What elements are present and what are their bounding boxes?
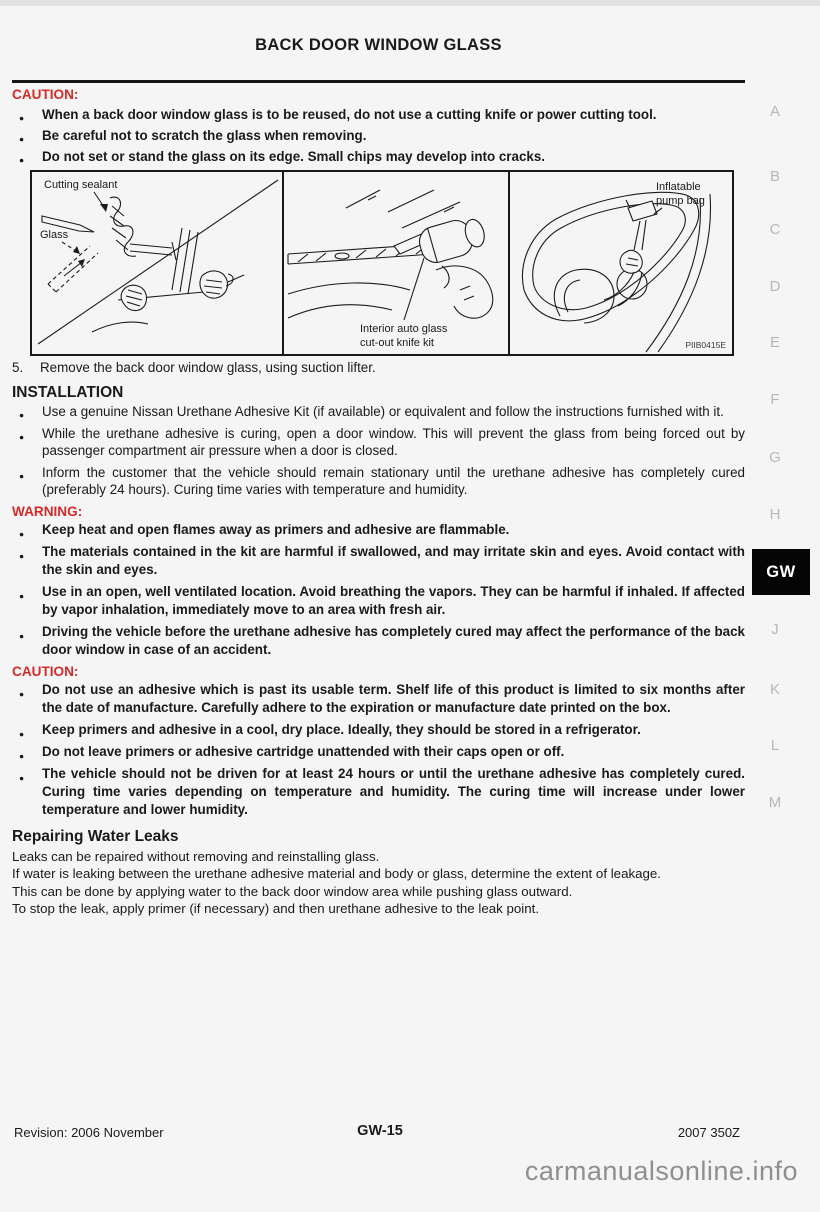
margin-letter-e: E: [769, 334, 780, 351]
figure-panel-knife-kit: [282, 172, 510, 354]
figure-glass-removal: [30, 170, 734, 356]
warning-item: ● Use in an open, well ventilated location. Avoid breathing the vapors. They can be harmful if inhaled. If affected by vapor inhalation, immediately move to an area with fresh air.: [12, 583, 745, 619]
caution1-item: ● When a back door window glass is to be reused, do not use a cutting knife or power cutting tool.: [12, 104, 745, 125]
installation-item: ● Use a genuine Nissan Urethane Adhesive Kit (if available) or equivalent and follow the instructions furnished with it.: [12, 403, 745, 421]
pump-bag-illustration: [510, 172, 732, 354]
figure-panel-pump-bag: [510, 172, 732, 354]
caution2-item: ● Keep primers and adhesive in a cool, dry place. Ideally, they should be stored in a refrigerator.: [12, 721, 745, 739]
label-glass: Glass: [40, 229, 69, 241]
installation-item: ● Inform the customer that the vehicle should remain stationary until the urethane adhesive has completely cured (preferably 24 hours). Curing time varies with temperature and humidity.: [12, 464, 745, 499]
label-pump-bag-line2: pump bag: [656, 195, 705, 207]
warning-item: ● Keep heat and open flames away as primers and adhesive are flammable.: [12, 521, 745, 539]
paragraph-line: This can be done by applying water to the back door window area while pushing glass outward.: [12, 883, 573, 899]
margin-letter-l: L: [770, 737, 780, 754]
paragraph-line: If water is leaking between the urethane adhesive material and body or glass, determine the extent of leakage.: [12, 866, 661, 882]
water-leaks-paragraph: [12, 848, 745, 918]
label-knife-kit-line1: Interior auto glass: [360, 323, 448, 335]
step-number: 5.: [12, 360, 24, 375]
footer-model: 2007 350Z: [677, 1125, 740, 1140]
knife-kit-illustration: [284, 172, 508, 354]
watermark-text: carmanualsonline.info: [524, 1156, 798, 1186]
footer-revision: Revision: 2006 November: [14, 1125, 164, 1140]
margin-letter-d: D: [769, 278, 781, 295]
caution1-list: [12, 104, 745, 167]
caution2-item: ● Do not use an adhesive which is past its usable term. Shelf life of this product is limited to six months after the date of manufacture. Carefully adhere to the expiration or manufacture date printed on the box.: [12, 681, 745, 717]
margin-letter-c: C: [769, 221, 781, 238]
step-text: Remove the back door window glass, using suction lifter.: [40, 360, 376, 375]
label-knife-kit-line2: cut-out knife kit: [360, 337, 434, 349]
warning-item: ● The materials contained in the kit are harmful if swallowed, and may irritate skin and eyes. Avoid contact with the skin and eyes.: [12, 543, 745, 579]
caution1-item: ● Do not set or stand the glass on its edge. Small chips may develop into cracks.: [12, 146, 745, 167]
step-5: [12, 359, 745, 377]
caution2-heading: CAUTION:: [12, 663, 79, 679]
label-cutting-sealant: Cutting sealant: [44, 179, 118, 191]
page-title: BACK DOOR WINDOW GLASS: [255, 36, 502, 54]
caution2-list: [12, 681, 745, 819]
figure-panel-cut-sealant: [32, 172, 282, 354]
label-pump-bag-line1: Inflatable: [656, 181, 701, 193]
cut-sealant-illustration: [32, 172, 282, 354]
caution1-heading: CAUTION:: [12, 87, 79, 102]
installation-list: [12, 403, 745, 499]
water-leaks-heading: Repairing Water Leaks: [12, 827, 179, 845]
page-content: [12, 0, 745, 918]
warning-heading: WARNING:: [12, 503, 83, 519]
margin-letter-m: M: [768, 794, 782, 811]
caution2-item: ● Do not leave primers or adhesive cartridge unattended with their caps open or off.: [12, 743, 745, 761]
installation-heading: INSTALLATION: [12, 384, 124, 401]
caution1-item: ● Be careful not to scratch the glass when removing.: [12, 125, 745, 146]
figure-code: PIIB0415E: [685, 340, 726, 350]
section-tab-gw: GW: [752, 549, 810, 595]
paragraph-line: To stop the leak, apply primer (if necessary) and then urethane adhesive to the leak point.: [12, 901, 540, 917]
warning-item: ● Driving the vehicle before the urethane adhesive has completely cured may affect the performance of the back door window in case of an accident.: [12, 623, 745, 659]
margin-letter-a: A: [769, 103, 780, 120]
title-divider: [12, 80, 745, 83]
installation-item: ● While the urethane adhesive is curing, open a door window. This will prevent the glass from being forced out by passenger compartment air pressure when a door is closed.: [12, 425, 745, 460]
margin-letter-b: B: [769, 168, 780, 185]
warning-list: [12, 521, 745, 659]
margin-letter-j: J: [771, 621, 779, 638]
margin-letter-g: G: [769, 449, 781, 466]
caution2-item: ● The vehicle should not be driven for at least 24 hours or until the urethane adhesive has completely cured. Curing time varies depending on temperature and humidity. The curing time will increase under lower temperature and lower humidity.: [12, 765, 745, 819]
margin-letter-f: F: [770, 391, 780, 408]
paragraph-line: Leaks can be repaired without removing and reinstalling glass.: [12, 848, 380, 864]
footer-page-code: GW-15: [357, 1123, 403, 1139]
margin-letter-h: H: [769, 506, 781, 523]
margin-letter-k: K: [769, 681, 780, 698]
